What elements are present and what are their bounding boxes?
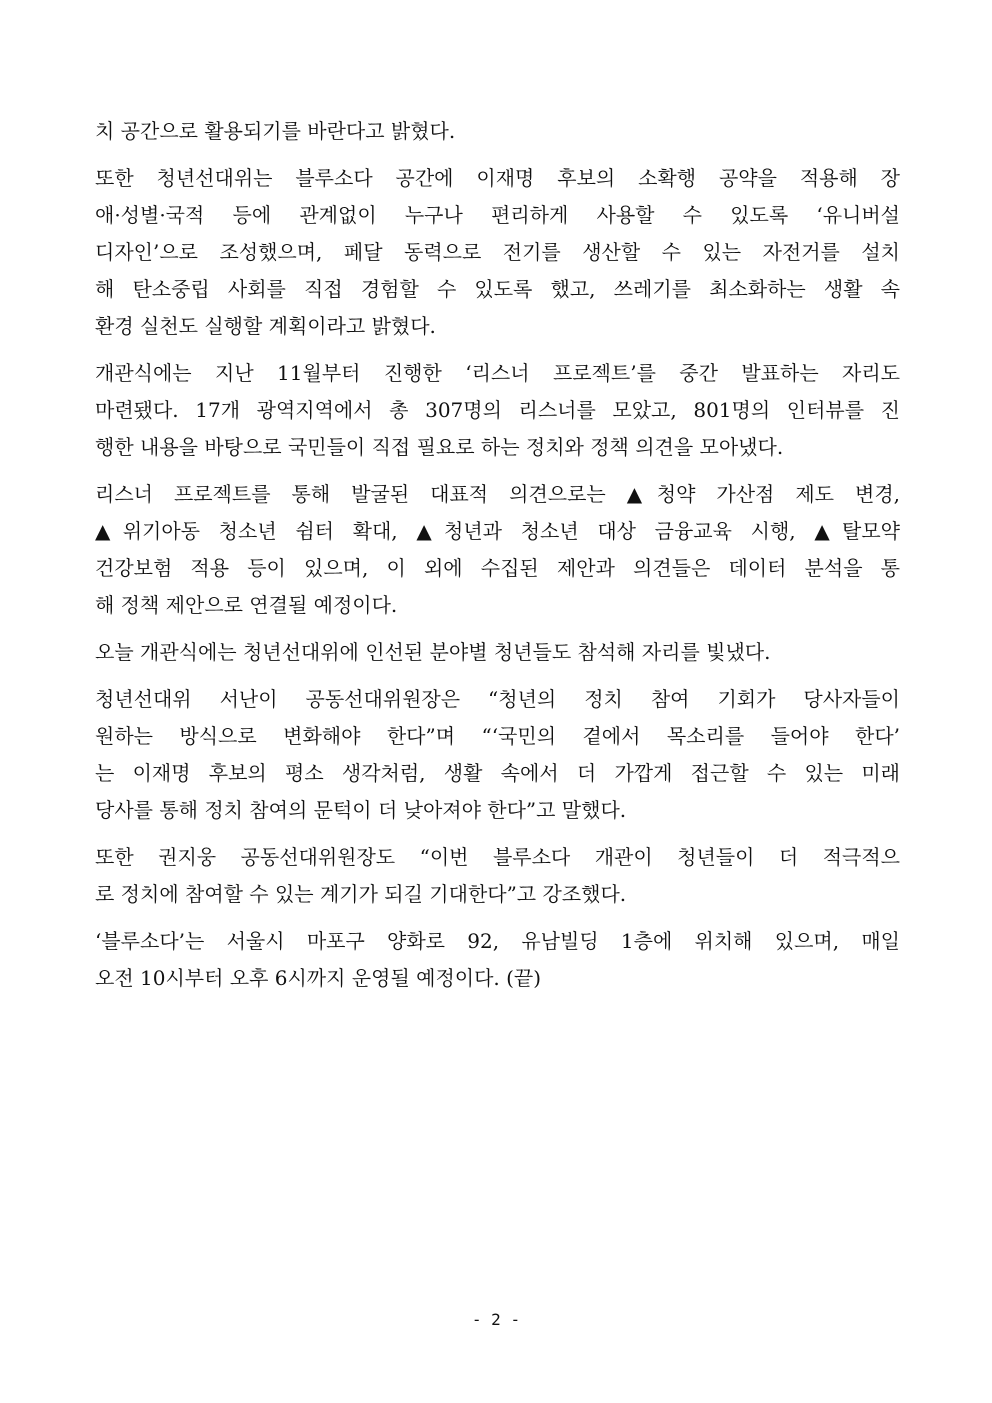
text-line: 리스너 프로젝트를 통해 발굴된 대표적 의견으로는 ▲청약 가산점 제도 변경, (95, 482, 900, 506)
text-line: 청년선대위 서난이 공동선대위원장은 “청년의 정치 참여 기회가 당사자들이 (95, 687, 900, 711)
document-body (95, 113, 900, 1007)
paragraph (95, 160, 900, 345)
text-line: 해 탄소중립 사회를 직접 경험할 수 있도록 했고, 쓰레기를 최소화하는 생활 속 (95, 277, 900, 301)
text-line: 건강보험 적용 등이 있으며, 이 외에 수집된 제안과 의견들은 데이터 분석을 통 (95, 556, 900, 580)
paragraph (95, 923, 900, 997)
text-line: 애·성별·국적 등에 관계없이 누구나 편리하게 사용할 수 있도록 ‘유니버설 (95, 203, 900, 227)
paragraph (95, 681, 900, 829)
paragraph (95, 476, 900, 624)
paragraph (95, 839, 900, 913)
text-line: 디자인’으로 조성했으며, 페달 동력으로 전기를 생산할 수 있는 자전거를 설치 (95, 240, 900, 264)
text-line: 로 정치에 참여할 수 있는 계기가 되길 기대한다”고 강조했다. (95, 882, 627, 906)
text-line: 오늘 개관식에는 청년선대위에 인선된 분야별 청년들도 참석해 자리를 빛냈다. (95, 640, 771, 664)
text-line: 개관식에는 지난 11월부터 진행한 ‘리스너 프로젝트’를 중간 발표하는 자리도 (95, 361, 900, 385)
paragraph (95, 634, 900, 671)
text-line: 오전 10시부터 오후 6시까지 운영될 예정이다. (끝) (95, 966, 542, 990)
text-line: 행한 내용을 바탕으로 국민들이 직접 필요로 하는 정치와 정책 의견을 모아냈다. (95, 435, 784, 459)
text-line: 당사를 통해 정치 참여의 문턱이 더 낮아져야 한다”고 말했다. (95, 798, 627, 822)
paragraph (95, 355, 900, 466)
text-line: 원하는 방식으로 변화해야 한다”며 “‘국민의 곁에서 목소리를 들어야 한다’ (95, 724, 900, 748)
text-line: 마련됐다. 17개 광역지역에서 총 307명의 리스너를 모았고, 801명의 인터뷰를 진 (95, 398, 900, 422)
page-number: - 2 - (471, 1310, 521, 1329)
text-line: 는 이재명 후보의 평소 생각처럼, 생활 속에서 더 가깝게 접근할 수 있는 미래 (95, 761, 900, 785)
text-line: 또한 청년선대위는 블루소다 공간에 이재명 후보의 소확행 공약을 적용해 장 (95, 166, 900, 190)
text-line: 해 정책 제안으로 연결될 예정이다. (95, 593, 398, 617)
text-line: 또한 권지웅 공동선대위원장도 “이번 블루소다 개관이 청년들이 더 적극적으 (95, 845, 900, 869)
text-line: ‘블루소다’는 서울시 마포구 양화로 92, 유남빌딩 1층에 위치해 있으며, 매일 (95, 929, 900, 953)
text-line: 치 공간으로 활용되기를 바란다고 밝혔다. (95, 119, 456, 143)
text-line: ▲위기아동 청소년 쉼터 확대, ▲청년과 청소년 대상 금융교육 시행, ▲탈모약 (95, 519, 900, 543)
paragraph (95, 113, 900, 150)
text-line: 환경 실천도 실행할 계획이라고 밝혔다. (95, 314, 436, 338)
